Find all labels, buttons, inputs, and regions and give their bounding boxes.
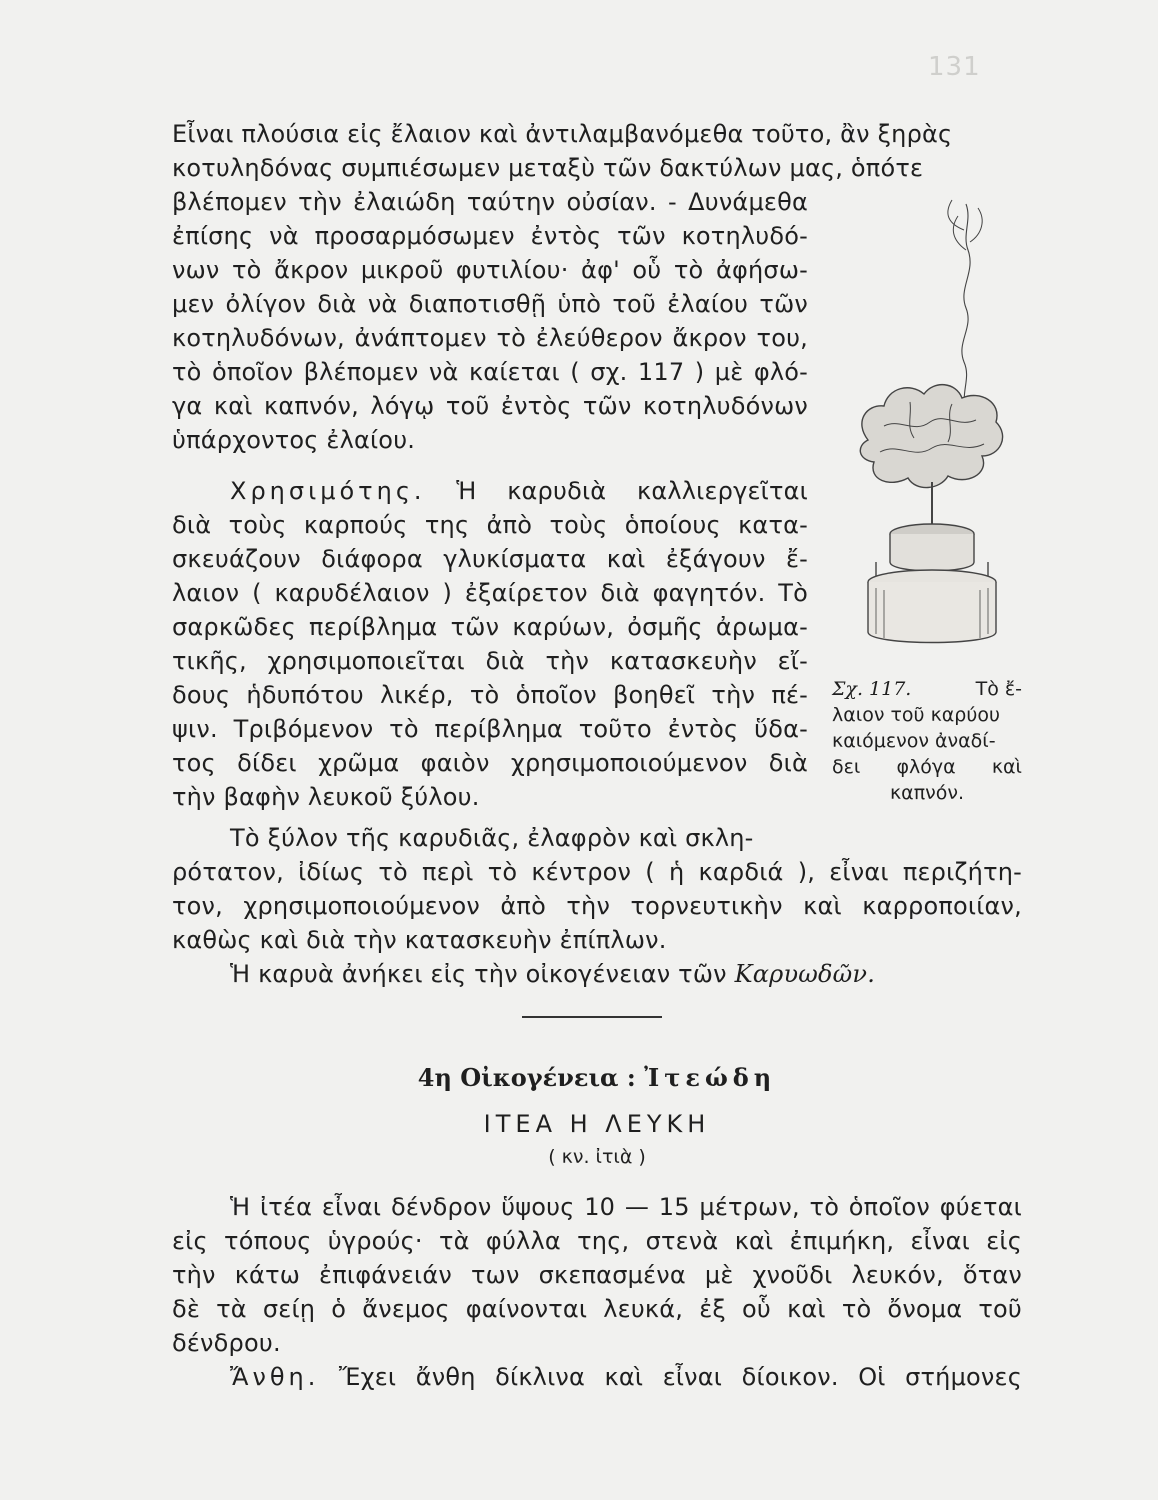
text-line: ὑπάρχοντος ἐλαίου. bbox=[172, 426, 416, 454]
smoke-plume bbox=[962, 204, 970, 415]
text-line: νων τὸ ἄκρον μικροῦ φυτιλίου· ἀφ' οὗ τὸ ἀφήσω- bbox=[172, 256, 808, 284]
section-divider bbox=[522, 1016, 662, 1018]
figure-caption bbox=[832, 676, 1022, 806]
burning-walnut-figure bbox=[840, 190, 1020, 660]
flowers-line bbox=[172, 1360, 1022, 1394]
text-line: ρότατον, ἰδίως τὸ περὶ τὸ κέντρον ( ἡ καρδιά ), εἶναι περιζήτη- bbox=[172, 858, 1022, 886]
text-line: γα καὶ καπνόν, λόγῳ τοῦ ἐντὸς τῶν κοτηλυδόνων bbox=[172, 392, 808, 420]
text-line: κοτυληδόνας συμπιέσωμεν μεταξὺ τῶν δακτύλων μας, ὁπότε bbox=[172, 154, 924, 182]
page-number: 131 bbox=[928, 52, 981, 82]
text-line: τὴν βαφὴν λευκοῦ ξύλου. bbox=[172, 783, 480, 811]
text-line: καθὼς καὶ διὰ τὴν κατασκευὴν ἐπίπλων. bbox=[172, 926, 667, 954]
text-line: δὲ τὰ σείῃ ὁ ἄνεμος φαίνονται λευκά, ἐξ οὗ καὶ τὸ ὄνομα τοῦ bbox=[172, 1295, 1022, 1323]
text-line: τος δίδει χρῶμα φαιὸν χρησιμοποιούμενον διὰ bbox=[172, 749, 808, 777]
uses-first-line bbox=[172, 474, 808, 508]
family-heading bbox=[172, 1063, 1022, 1092]
walnut-kernel bbox=[860, 385, 1002, 488]
caption-text: καπνόν. bbox=[889, 782, 965, 804]
caption-first-line bbox=[832, 676, 1022, 702]
family-sentence bbox=[172, 957, 1080, 991]
text-line: δένδρου. bbox=[172, 1329, 281, 1357]
flowers-text: Ἔχει ἄνθη δίκλινα καὶ εἶναι δίοικον. Οἱ στήμονες bbox=[338, 1363, 1022, 1391]
text-line: βλέπομεν τὴν ἐλαιώδη ταύτην οὐσίαν. - Δυνάμεθα bbox=[172, 188, 808, 216]
family-title: Ἰτεώδη bbox=[644, 1063, 777, 1092]
smoke-wisp bbox=[948, 200, 982, 250]
text-line: δους ἡδυπότου λικέρ, τὸ ὁποῖον βοηθεῖ τὴν πέ- bbox=[172, 681, 808, 709]
caption-text: καιόμενον ἀναδί- bbox=[832, 730, 996, 752]
text-line: τὸ ὁποῖον βλέπομεν νὰ καίεται ( σχ. 117 ) μὲ φλό- bbox=[172, 358, 808, 386]
common-name: ( κν. ἰτιὰ ) bbox=[548, 1146, 646, 1168]
text-line: τον, χρησιμοποιούμενον ἀπὸ τὴν τορνευτικὴν καὶ καρροποιίαν, bbox=[172, 892, 1022, 920]
text-line: μεν ὀλίγον διὰ νὰ διαποτισθῇ ὑπὸ τοῦ ἐλαίου τῶν bbox=[172, 290, 808, 318]
text-line: εἰς τόπους ὑγρούς· τὰ φύλλα της, στενὰ καὶ ἐπιμήκη, εἶναι εἰς bbox=[172, 1227, 1022, 1255]
cork-body bbox=[890, 534, 974, 571]
text-line: τὴν κάτω ἐπιφάνειάν των σκεπασμένα μὲ χνοῦδι λευκόν, ὅταν bbox=[172, 1261, 1022, 1289]
text-line: ἐπίσης νὰ προσαρμόσωμεν ἐντὸς τῶν κοτηλυδό- bbox=[172, 222, 808, 250]
text-line: Τὸ ξύλον τῆς καρυδιᾶς, ἐλαφρὸν καὶ σκλη- bbox=[230, 824, 754, 852]
text-line: Εἶναι πλούσια εἰς ἔλαιον καὶ ἀντιλαμβανόμεθα τοῦτο, ἂν ξηρὰς bbox=[172, 120, 953, 148]
wood-paragraph bbox=[172, 821, 1080, 991]
uses-first-line-text: Ἡ καρυδιὰ καλλιεργεῖται bbox=[456, 477, 808, 505]
caption-text: δει φλόγα καὶ bbox=[832, 756, 1022, 778]
text-line: διὰ τοὺς καρπούς της ἀπὸ τοὺς ὁποίους κατα- bbox=[172, 511, 808, 539]
uses-paragraph bbox=[172, 474, 808, 814]
caption-text: λαιον τοῦ καρύου bbox=[832, 704, 1000, 726]
plant-title: ΙΤΕΑ Η ΛΕΥΚΗ bbox=[483, 1110, 711, 1138]
family-name-italic: Καρυωδῶν. bbox=[734, 960, 876, 988]
family-label: 4η Οἰκογένεια : bbox=[417, 1063, 636, 1092]
uses-heading: Χρησιμότης. bbox=[230, 477, 426, 505]
text-line: ψιν. Τριβόμενον τὸ περίβλημα τοῦτο ἐντὸς ὕδα- bbox=[172, 715, 808, 743]
text-line: Ἡ ἰτέα εἶναι δένδρον ὕψους 10 — 15 μέτρων, τὸ ὁποῖον φύεται bbox=[230, 1193, 1022, 1221]
flowers-heading: Ἄνθη. bbox=[230, 1363, 320, 1391]
caption-text: Τὸ ἔ- bbox=[975, 678, 1022, 700]
intro-paragraph bbox=[172, 117, 953, 457]
caption-label: Σχ. 117. bbox=[832, 678, 912, 700]
family-sentence-text: Ἡ καρυὰ ἀνήκει εἰς τὴν οἰκογένειαν τῶν bbox=[230, 960, 727, 988]
text-line: κοτηλυδόνων, ἀνάπτομεν τὸ ἐλεύθερον ἄκρον του, bbox=[172, 324, 808, 352]
text-line: τικῆς, χρησιμοποιεῖται διὰ τὴν κατασκευὴν εἴ- bbox=[172, 647, 808, 675]
text-line: σκευάζουν διάφορα γλυκίσματα καὶ ἐξάγουν ἔ- bbox=[172, 545, 808, 573]
text-line: σαρκῶδες περίβλημα τῶν καρύων, ὀσμῆς ἀρωμα- bbox=[172, 613, 808, 641]
willow-paragraph bbox=[172, 1190, 1022, 1394]
text-line: λαιον ( καρυδέλαιον ) ἐξαίρετον διὰ φαγητόν. Τὸ bbox=[172, 579, 808, 607]
bottle-body bbox=[868, 582, 996, 643]
